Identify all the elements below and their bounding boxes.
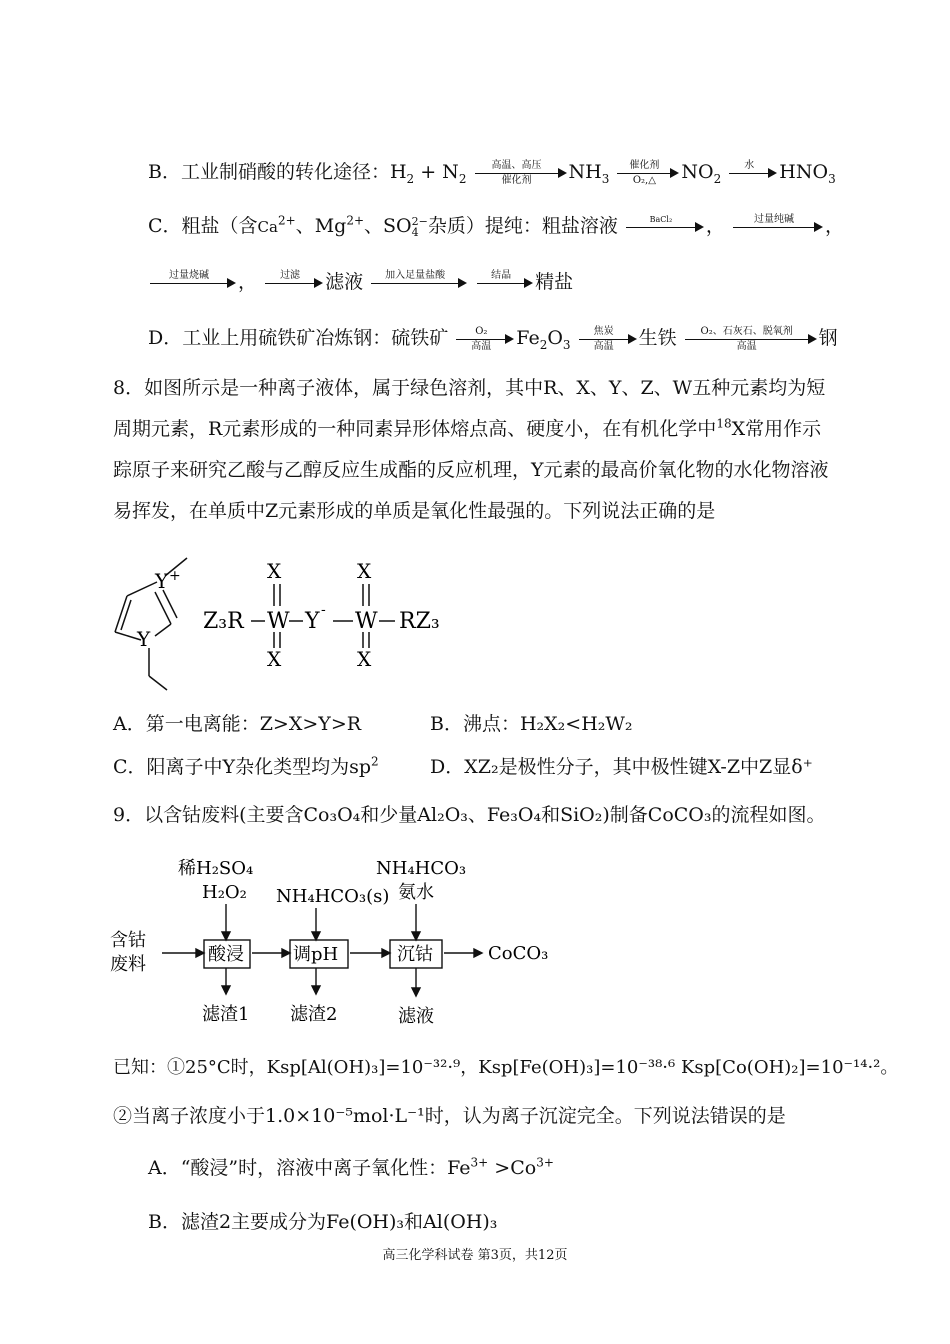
- q8-option-a: A．第一电离能：Z>X>Y>R: [113, 713, 362, 735]
- q9-option-a-fe-sup: 3+: [470, 1155, 489, 1170]
- q7-option-c-cont: [148, 270, 573, 296]
- q7-d-o-sub: 3: [562, 337, 571, 352]
- q7-d-arrow-1-above: O₂: [475, 326, 488, 337]
- q7-b-nh: NH: [568, 161, 602, 183]
- q7-c-arrow-4-above: 过滤: [280, 270, 301, 281]
- q8-ring-y-bottom: Y: [137, 627, 151, 651]
- q9-reagent-ammonia: 氨水: [398, 882, 434, 903]
- q7-c-arrow-2-above: 过量纯碱: [753, 214, 794, 225]
- q7-c-arrow-1-above: BaCl₂: [649, 215, 673, 224]
- q9-known-1: 已知：①25°C时，Ksp[Al(OH)₃]=10⁻³²·⁹，Ksp[Fe(OH)₃]=10⁻³⁸·⁶ Ksp[Co(OH)₂]=10⁻¹⁴·²。: [113, 1057, 899, 1078]
- q7-d-arrow-3: [685, 326, 817, 352]
- q7-d-fe-sub: 2: [539, 337, 548, 352]
- q9-option-a: [148, 1156, 554, 1180]
- q7-c-arrow-6: [477, 270, 533, 296]
- q9-out-residue1: 滤渣1: [202, 1004, 250, 1025]
- q7-d-prefix: D．工业上用硫铁矿冶炼钢：: [148, 327, 392, 349]
- q7-d-arrow-2-below: 高温: [593, 341, 614, 352]
- q8-x-right-top: X: [357, 559, 372, 583]
- q7-d-arrow-2-above: 焦炭: [593, 326, 614, 337]
- q7-option-c: [148, 214, 844, 240]
- q9-option-a-text: A．“酸浸”时，溶液中离子氧化性：: [148, 1157, 448, 1179]
- q7-option-b: [148, 160, 836, 186]
- q8-stem-part1: 8．如图所示是一种离子液体，属于绿色溶剂，其中R、X、Y、Z、W五种元素均为短周期元素，R元素形成的一种同素异形体熔点高、硬度小，在有机化学中: [113, 377, 826, 440]
- q9-reagent-h2so4: 稀H₂SO₄: [178, 858, 254, 879]
- q7-c-ca: Ca: [257, 218, 278, 236]
- q9-box3-label: 沉钴: [397, 944, 433, 965]
- q8-option-c-text: C．阳离子中Y杂化类型均为sp: [113, 756, 371, 778]
- q8-z3r: Z₃R: [203, 609, 244, 634]
- q7-option-d: [148, 326, 838, 352]
- q9-reagent-h2o2: H₂O₂: [202, 882, 247, 903]
- q7-c-sep1: 、: [295, 215, 315, 237]
- q7-b-arrow-3: [729, 160, 777, 186]
- q7-b-h: H: [389, 161, 407, 183]
- q8-ring-y-top: Y: [155, 569, 169, 593]
- q9-option-b: B．滤渣2主要成分为Fe(OH)₃和Al(OH)₃: [148, 1211, 498, 1233]
- q8-x-left-top: X: [267, 559, 282, 583]
- q7-d-arrow-1-below: 高温: [471, 341, 492, 352]
- q7-d-arrow-1: [456, 326, 514, 352]
- q9-box1-label: 酸浸: [208, 944, 244, 965]
- q7-c-sep2: 、: [364, 215, 384, 237]
- q7-c-mg-sup: 2+: [346, 213, 365, 228]
- q7-c-arrow-1: [626, 214, 704, 240]
- q9-start-2: 废料: [110, 954, 146, 975]
- q9-product: CoCO₃: [488, 943, 549, 964]
- q7-b-prefix: B．工业制硝酸的转化途径：: [148, 161, 390, 183]
- q7-c-arrow-3-above: 过量烧碱: [169, 270, 209, 281]
- q7-b-arrow-1-below: 催化剂: [501, 175, 532, 186]
- q7-d-pyrite: 硫铁矿: [391, 327, 449, 349]
- q7-c-prefix: C．粗盐（含: [148, 215, 258, 237]
- q8-x-left-bottom: X: [267, 647, 282, 671]
- q8-option-c-sup: 2: [371, 754, 379, 769]
- q7-c-product: 精盐: [535, 271, 574, 293]
- q8-rz3: RZ₃: [399, 609, 440, 634]
- q7-b-arrow-2-above: 催化剂: [629, 160, 660, 171]
- q7-c-mg: Mg: [314, 215, 347, 237]
- q7-c-arrow-5: [371, 270, 467, 296]
- q9-flow-diagram: [110, 850, 570, 1030]
- q7-d-steel: 钢: [818, 327, 838, 349]
- q7-c-comma1: ，: [705, 215, 725, 237]
- q8-option-d: D．XZ₂是极性分子，其中极性键X-Z中Z显δ⁺: [430, 756, 813, 778]
- q8-x-right-bottom: X: [357, 647, 372, 671]
- page-footer: 高三化学科试卷 第3页，共12页: [382, 1248, 568, 1263]
- q7-c-arrow-4: [265, 270, 323, 296]
- q7-b-no-sub: 2: [713, 171, 722, 186]
- q7-c-so-sup: 2−: [411, 215, 428, 228]
- q7-d-o: O: [547, 327, 563, 349]
- q7-c-comma3: ，: [238, 271, 258, 293]
- q7-c-ca-sup: 2+: [277, 213, 296, 228]
- q9-known-2: ②当离子浓度小于1.0×10⁻⁵mol·L⁻¹时，认为离子沉淀完全。下列说法错误的是: [113, 1105, 786, 1127]
- q7-c-so-scripts: [412, 216, 428, 238]
- q8-y-minus: Y: [305, 609, 320, 634]
- q8-stem-part2: X常用作示踪原子来研究乙酸与乙醇反应生成酯的反应机理，Y元素的最高价氧化物的水化物溶液易挥发，在单质中Z元素形成的单质是氧化性最强的。下列说法正确的是: [113, 418, 829, 522]
- q8-option-b: B．沸点：H₂X₂<H₂W₂: [430, 713, 633, 735]
- q8-structure-diagram: [105, 548, 465, 698]
- q8-stem: [113, 368, 838, 532]
- q7-b-hno: HNO: [779, 161, 829, 183]
- q9-stem: 9．以含钴废料(主要含Co₃O₄和少量Al₂O₃、Fe₃O₄和SiO₂)制备CoCO₃的流程如图。: [113, 804, 826, 826]
- q7-b-arrow-1-above: 高温、高压: [491, 160, 542, 171]
- q9-reagent-nh4hco3-s: NH₄HCO₃(s): [276, 886, 390, 907]
- q7-d-fe: Fe: [516, 327, 540, 349]
- q7-d-arrow-2: [579, 326, 637, 352]
- q9-option-a-co-sup: 3+: [536, 1155, 554, 1170]
- q8-w-left: W: [267, 609, 290, 634]
- q7-c-arrow-5-above: 加入足量盐酸: [385, 270, 446, 281]
- q7-c-so-sub: 4: [411, 226, 419, 239]
- q7-c-arrow-2: [733, 214, 823, 240]
- q9-reagent-nh4hco3: NH₄HCO₃: [376, 858, 467, 879]
- q9-start-1: 含钴: [110, 930, 146, 951]
- q9-option-a-co: >Co: [488, 1157, 537, 1179]
- q9-out-residue2: 滤渣2: [290, 1004, 338, 1025]
- q7-c-arrow-3: [150, 270, 236, 296]
- q7-c-arrow-6-above: 结晶: [491, 270, 512, 281]
- q7-c-suffix: 杂质）提纯：粗盐溶液: [427, 215, 618, 237]
- q7-b-n-sub: 2: [458, 171, 467, 186]
- q8-ring-plus: +: [169, 568, 181, 584]
- q7-b-h-sub: 2: [406, 171, 415, 186]
- q7-b-arrow-2: [617, 160, 679, 186]
- q9-box2-label: 调pH: [293, 944, 339, 965]
- q8-w-right: W: [355, 609, 378, 634]
- q7-c-so: SO: [383, 215, 412, 237]
- q7-d-arrow-3-below: 高温: [736, 341, 757, 352]
- q7-b-plus-n: + N: [414, 161, 459, 183]
- q9-out-filtrate: 滤液: [398, 1006, 434, 1027]
- q8-stem-sup: 18: [716, 416, 732, 431]
- q8-option-c: [113, 755, 379, 779]
- q7-b-arrow-3-above: 水: [744, 160, 755, 171]
- q7-b-no: NO: [681, 161, 714, 183]
- q7-b-arrow-1: [475, 160, 567, 186]
- q7-b-nh-sub: 3: [601, 171, 610, 186]
- q7-c-comma2: ，: [824, 215, 844, 237]
- q7-d-arrow-3-above: O₂、石灰石、脱氧剂: [700, 326, 793, 337]
- q8-minus-sign: -: [321, 602, 326, 618]
- q7-b-arrow-2-below: O₂,△: [632, 175, 656, 186]
- q9-option-a-fe: Fe: [447, 1157, 471, 1179]
- q7-c-filtrate: 滤液: [325, 271, 364, 293]
- q7-d-pig-iron: 生铁: [638, 327, 677, 349]
- q7-b-hno-sub: 3: [828, 171, 836, 186]
